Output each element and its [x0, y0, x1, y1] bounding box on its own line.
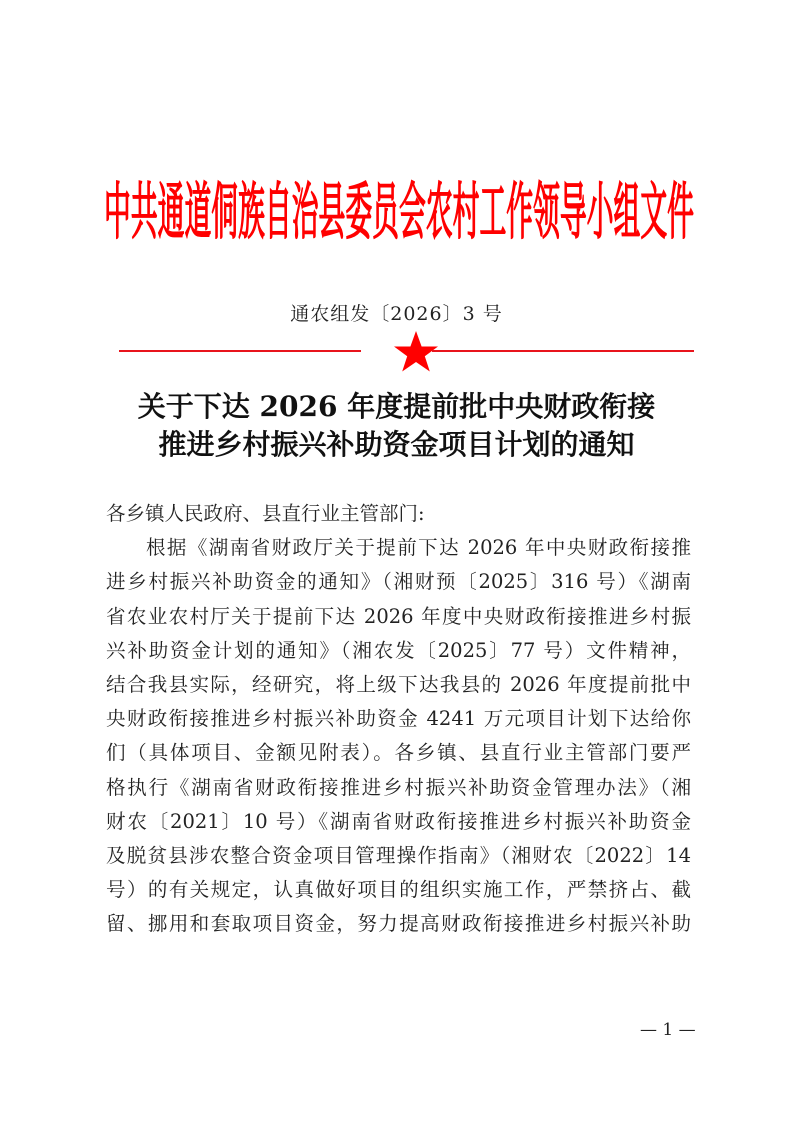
page-number: — 1 —	[640, 1020, 696, 1040]
body-line: 留、挪用和套取项目资金，努力提高财政衔接推进乡村振兴补助	[106, 912, 691, 936]
body-line: 兴补助资金计划的通知》（湘农发〔2025〕77 号）文件精神，	[106, 638, 691, 662]
notice-title	[0, 388, 793, 464]
title-line-1: 关于下达 2026 年度提前批中央财政衔接	[137, 390, 656, 423]
body-line: 根据《湖南省财政厅关于提前下达 2026 年中央财政衔接推	[146, 536, 691, 560]
body-line: 省农业农村厅关于提前下达 2026 年度中央财政衔接推进乡村振	[106, 604, 691, 628]
body-line: 们（具体项目、金额见附表）。各乡镇、县直行业主管部门要严	[106, 741, 691, 765]
notice-body	[106, 497, 691, 941]
body-line: 进乡村振兴补助资金的通知》（湘财预〔2025〕316 号）《湖南	[106, 570, 691, 594]
document-number: 通农组发〔2026〕3 号	[290, 303, 503, 325]
body-line: 财农〔2021〕10 号）《湖南省财政衔接推进乡村振兴补助资金	[106, 809, 691, 833]
body-line: 号）的有关规定，认真做好项目的组织实施工作，严禁挤占、截	[106, 878, 691, 902]
body-line: 及脱贫县涉农整合资金项目管理操作指南》（湘财农〔2022〕14	[106, 843, 691, 867]
body-line: 结合我县实际，经研究，将上级下达我县的 2026 年度提前批中	[106, 672, 691, 696]
masthead-title: 中共通道侗族自治县委员会农村工作领导小组文件	[104, 175, 695, 248]
salutation: 各乡镇人民政府、县直行业主管部门:	[106, 502, 425, 525]
title-line-2: 推进乡村振兴补助资金项目计划的通知	[158, 428, 635, 461]
body-line: 格执行《湖南省财政衔接推进乡村振兴补助资金管理办法》（湘	[106, 775, 691, 799]
divider-line-left	[119, 350, 361, 352]
divider-line-right	[432, 350, 694, 352]
body-line: 央财政衔接推进乡村振兴补助资金 4241 万元项目计划下达给你	[106, 707, 691, 731]
masthead	[104, 172, 694, 252]
